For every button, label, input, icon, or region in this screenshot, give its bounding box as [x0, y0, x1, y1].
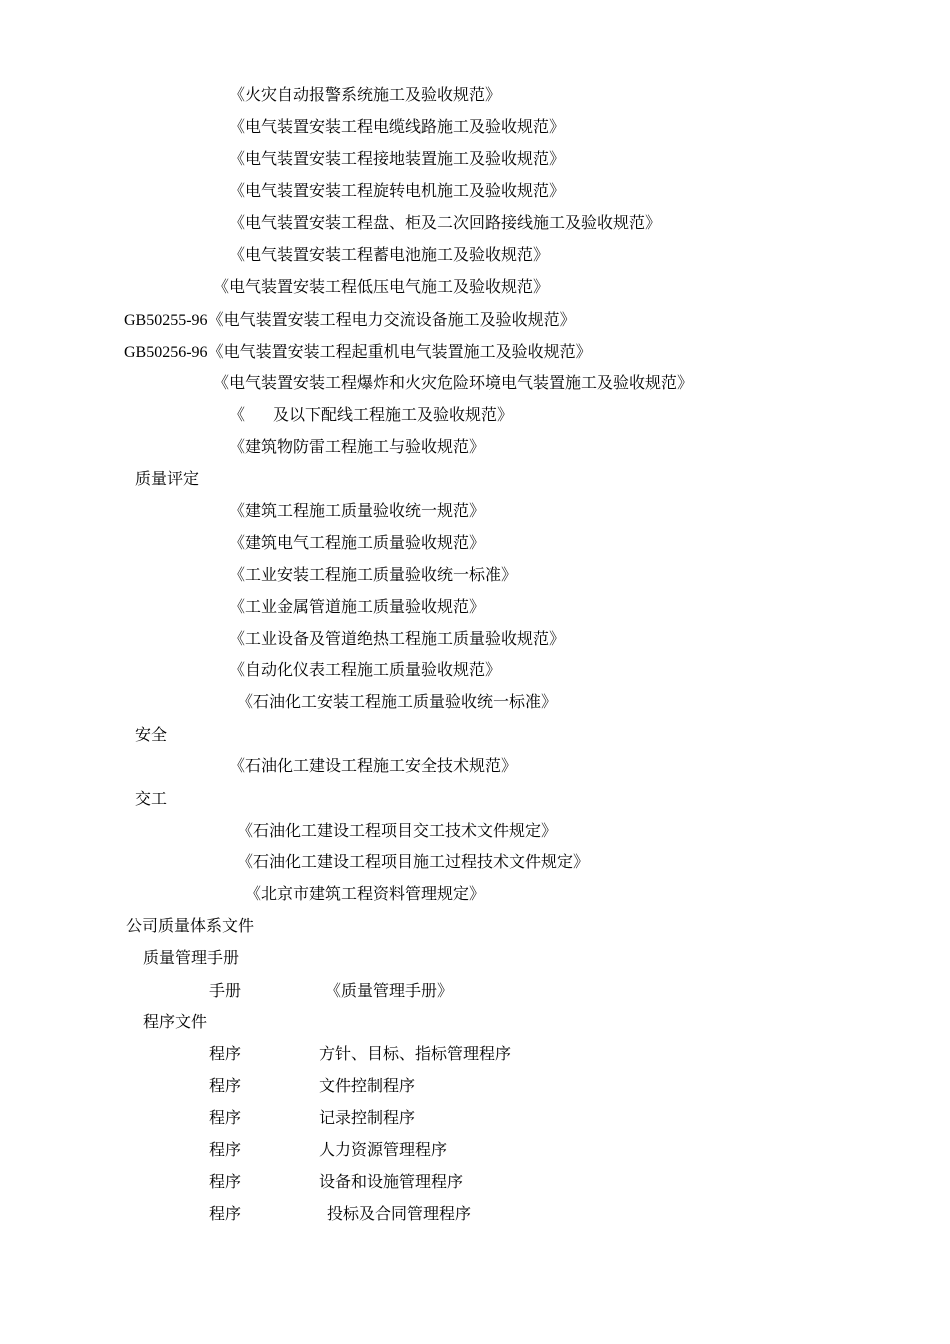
standard-open-bracket: 《: [229, 405, 246, 424]
doc-type: 程序: [209, 1076, 242, 1095]
doc-name: 设备和设施管理程序: [319, 1172, 464, 1191]
doc-type: 程序: [209, 1108, 242, 1127]
subsection-heading-procedures: 程序文件: [143, 1012, 208, 1031]
quality-item: 《石油化工安装工程施工质量验收统一标准》: [237, 692, 558, 711]
handover-item: 《石油化工建设工程项目施工过程技术文件规定》: [237, 852, 590, 871]
doc-type: 手册: [209, 981, 242, 1000]
doc-type: 程序: [209, 1204, 242, 1223]
doc-name: 《质量管理手册》: [325, 981, 454, 1000]
standard-item: 《电气装置安装工程爆炸和火灾危险环境电气装置施工及验收规范》: [213, 373, 694, 392]
quality-item: 《建筑电气工程施工质量验收规范》: [229, 533, 486, 552]
standard-item: 《建筑物防雷工程施工与验收规范》: [229, 437, 486, 456]
standard-item: 《火灾自动报警系统施工及验收规范》: [229, 85, 502, 104]
doc-name: 文件控制程序: [319, 1076, 416, 1095]
section-heading-company-docs: 公司质量体系文件: [126, 916, 255, 935]
standard-title: 《电气装置安装工程起重机电气装置施工及验收规范》: [207, 342, 592, 361]
standard-item: 《电气装置安装工程蓄电池施工及验收规范》: [229, 245, 550, 264]
doc-type: 程序: [209, 1172, 242, 1191]
handover-item: 《石油化工建设工程项目交工技术文件规定》: [237, 821, 558, 840]
section-heading-quality: 质量评定: [135, 469, 200, 488]
standard-item: [229, 405, 513, 425]
standard-item: [124, 310, 576, 331]
doc-type: 程序: [209, 1044, 242, 1063]
standard-title: 及以下配线工程施工及验收规范》: [273, 405, 514, 424]
doc-name: 记录控制程序: [319, 1108, 416, 1127]
section-heading-handover: 交工: [135, 789, 168, 808]
standard-item: 《电气装置安装工程低压电气施工及验收规范》: [213, 277, 550, 296]
standard-title: 《电气装置安装工程电力交流设备施工及验收规范》: [207, 310, 576, 329]
standard-item: 《电气装置安装工程电缆线路施工及验收规范》: [229, 117, 566, 136]
quality-item: 《工业设备及管道绝热工程施工质量验收规范》: [229, 629, 566, 648]
doc-name: 方针、目标、指标管理程序: [319, 1044, 512, 1063]
doc-name: 人力资源管理程序: [319, 1140, 448, 1159]
quality-item: 《工业安装工程施工质量验收统一标准》: [229, 565, 518, 584]
subsection-heading-manual: 质量管理手册: [143, 948, 240, 967]
doc-type: 程序: [209, 1140, 242, 1159]
standard-item: 《电气装置安装工程旋转电机施工及验收规范》: [229, 181, 566, 200]
doc-name: 投标及合同管理程序: [327, 1204, 472, 1223]
handover-item: 《北京市建筑工程资料管理规定》: [245, 884, 486, 903]
standard-code: GB50256-96: [124, 344, 208, 361]
quality-item: 《自动化仪表工程施工质量验收规范》: [229, 660, 502, 679]
standard-item: 《电气装置安装工程接地装置施工及验收规范》: [229, 149, 566, 168]
standard-item: 《电气装置安装工程盘、柜及二次回路接线施工及验收规范》: [229, 213, 662, 232]
quality-item: 《工业金属管道施工质量验收规范》: [229, 597, 486, 616]
quality-item: 《建筑工程施工质量验收统一规范》: [229, 501, 486, 520]
section-heading-safety: 安全: [135, 725, 168, 744]
safety-item: 《石油化工建设工程施工安全技术规范》: [229, 756, 518, 775]
standard-code: GB50255-96: [124, 312, 208, 329]
standard-item: [124, 342, 592, 363]
